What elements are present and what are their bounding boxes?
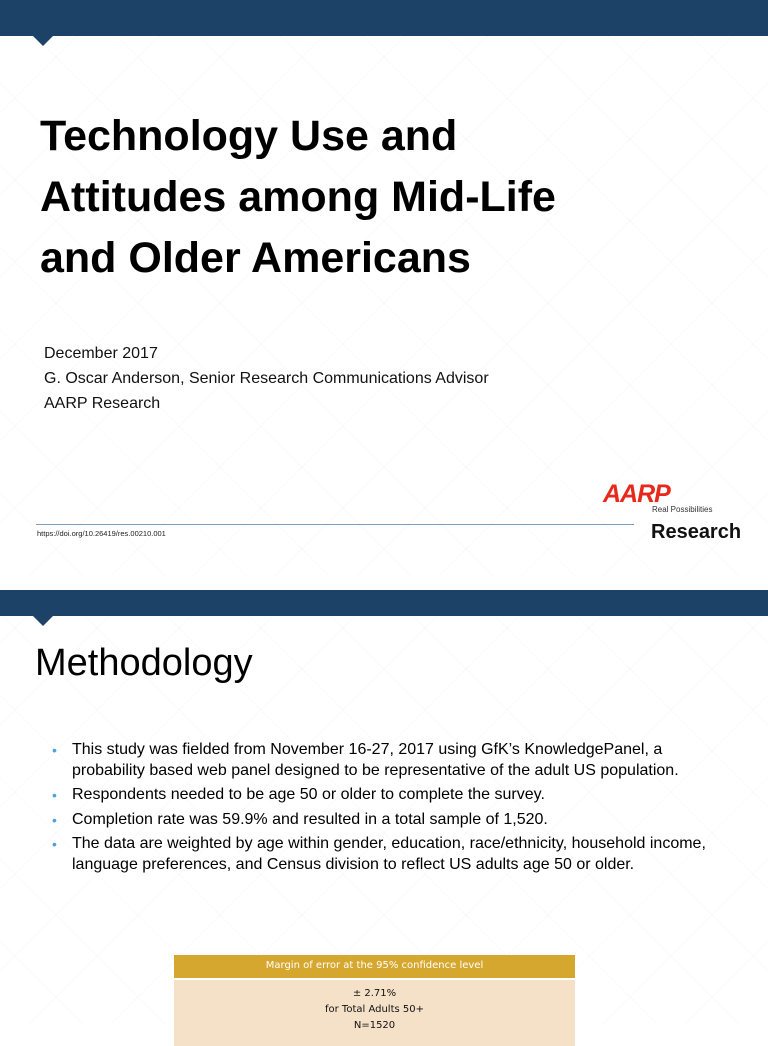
list-item (52, 834, 732, 875)
title-line: Technology Use and (40, 112, 458, 160)
bullet-text: This study was fielded from November 16-27, 2017 using GfK’s KnowledgePanel, a probability based web panel designed to be representative of the adult US population. (72, 741, 679, 779)
table-body (174, 980, 575, 1046)
list-item (52, 740, 732, 781)
list-item (52, 785, 732, 806)
header-notch (33, 616, 53, 626)
doi-link[interactable]: https://doi.org/10.26419/res.00210.001 (37, 529, 166, 538)
bullet-icon: • (52, 742, 57, 758)
margin-of-error-table (174, 955, 575, 1046)
logo-research-label: Research (651, 521, 742, 543)
bullet-text: The data are weighted by age within gender, education, race/ethnicity, household income, language preferences, and Census division to reflect US adults age 50 or older. (72, 835, 706, 873)
methodology-slide (0, 590, 768, 1031)
header-notch (33, 36, 53, 46)
slide-gap (0, 576, 768, 590)
header-bar (0, 590, 768, 616)
title-line: Attitudes among Mid-Life (40, 173, 556, 221)
bullet-icon: • (52, 787, 57, 803)
margin-value: ± 2.71% (352, 988, 397, 999)
header-bar (0, 0, 768, 36)
bullet-icon: • (52, 836, 57, 852)
table-header: Margin of error at the 95% confidence level (174, 955, 575, 980)
title-line: and Older Americans (40, 234, 471, 282)
aarp-logo-text: AARP (603, 480, 670, 508)
bullet-icon: • (52, 811, 57, 828)
slide-title: Methodology (35, 642, 253, 684)
list-item (52, 810, 732, 831)
margin-population: for Total Adults 50+ (324, 1004, 424, 1015)
methodology-bullets (52, 740, 732, 879)
aarp-research-logo (603, 480, 753, 550)
footer-divider (36, 524, 634, 525)
publication-date: December 2017 (44, 345, 158, 362)
bullet-text: Respondents needed to be age 50 or older to complete the survey. (72, 786, 545, 803)
author-line: G. Oscar Anderson, Senior Research Communications Advisor (44, 370, 489, 387)
slide-title (40, 106, 740, 289)
bullet-text: Completion rate was 59.9% and resulted in a total sample of 1,520. (72, 810, 548, 828)
logo-tagline: Real Possibilities (652, 505, 713, 514)
organization: AARP Research (44, 395, 161, 412)
sample-size: N=1520 (353, 1020, 396, 1031)
